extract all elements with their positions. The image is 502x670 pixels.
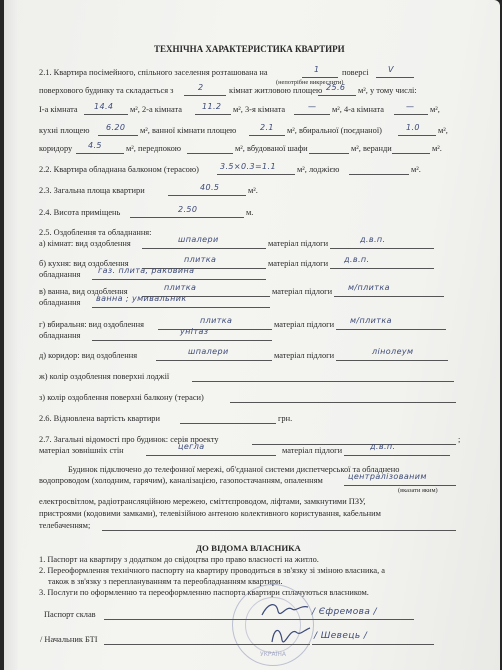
room2-value: 11.2 [202, 102, 222, 111]
conn-line3b: пристроями (кодовими замками), телевізійною антеною колективного користування, кабельним [39, 509, 381, 518]
chief-label: / Начальник БТІ [40, 635, 98, 644]
bath-value: 2.1 [260, 123, 274, 132]
kitchen-finish-value: плитка [184, 255, 217, 264]
composed-label: Паспорт склав [44, 610, 96, 619]
composed-name: / Єфремова / [312, 607, 377, 617]
rule [330, 268, 434, 269]
rule [230, 402, 456, 403]
page-fold-shadow [4, 0, 18, 670]
rule [130, 217, 244, 218]
wc-floor-label: матеріал підлоги [274, 320, 335, 329]
owner-title: ДО ВІДОМА ВЛАСНИКА [196, 543, 301, 553]
s22-label: 2.2. Квартира обладнана балконом (терасою) [39, 165, 199, 174]
kitchen-floor-label: матеріал підлоги [268, 259, 329, 268]
veranda-unit: м². [432, 144, 442, 153]
bathroom-finish-label: в) ванна, вид оздоблення [39, 287, 128, 296]
rule [217, 174, 295, 175]
balcony-color-label: з) колір оздоблення поверхні балкону (тераси) [39, 393, 204, 402]
rule [252, 444, 456, 445]
rule [309, 153, 349, 154]
s21-line1-a: 2.1. Квартира посімейного, спільного заселення розташована на [39, 68, 268, 77]
rule [344, 455, 450, 456]
kitchen-floor-value: д.в.п. [344, 255, 370, 264]
loggia-label: м², лоджією [297, 165, 340, 174]
seal-text: УКРАЇНА [259, 651, 287, 658]
rooms-finish-value: шпалери [178, 235, 219, 244]
rule [158, 329, 272, 330]
s26-unit: грн. [278, 414, 293, 423]
wc-eq-label: обладнання [39, 331, 81, 340]
conn-line1: Будинок підключено до телефонної мережі, об'єднаної системи диспетчерської та обладнено [68, 465, 400, 474]
page-title: ТЕХНІЧНА ХАРАКТЕРИСТИКА КВАРТИРИ [154, 44, 345, 54]
corridor-value: 4.5 [88, 141, 102, 150]
s27-line1: 2.7. Загальні відомості про будинок: серія проекту [39, 435, 219, 444]
rooms-value: 2 [198, 83, 204, 92]
rule [398, 135, 436, 136]
s26-label: 2.6. Відновлена вартість квартири [39, 414, 160, 423]
rule [312, 644, 434, 645]
bathroom-floor-value: м/плитка [348, 283, 390, 292]
chief-name: / Шевець / [314, 631, 368, 641]
rule [168, 195, 246, 196]
s24-label: 2.4. Висота приміщень [39, 208, 121, 217]
wc-label: м², вбиральної (поєднаної) [287, 126, 382, 135]
room2-label: м², 2-а кімната [130, 105, 182, 114]
building-floor-label: матеріал підлоги [282, 446, 343, 455]
rule [302, 77, 338, 78]
floors-total-value: V [388, 65, 394, 74]
rule [330, 248, 434, 249]
wc-finish-label: г) вбиральня: вид оздоблення [39, 320, 144, 329]
bathroom-eq-label: обладнання [39, 298, 81, 307]
rule [344, 485, 456, 486]
corridor-floor-value: лінолеум [372, 347, 414, 356]
rule [376, 77, 414, 78]
height-unit: м. [246, 208, 254, 217]
kitchen-eq-value: газ. плита, раковина [98, 266, 195, 275]
room4-unit: м², [430, 105, 440, 114]
heating-note: (вказати яким) [398, 487, 438, 494]
rule [92, 279, 266, 280]
total-area-unit: м². [248, 186, 258, 195]
room1-value: 14.4 [94, 102, 114, 111]
rule [184, 95, 226, 96]
walls-label: матеріал зовнішніх стін [39, 446, 124, 455]
rule [392, 153, 430, 154]
rooms-finish-label: а) кімнат: вид оздоблення [39, 239, 131, 248]
corridor-label: коридору [39, 144, 73, 153]
s21-line2-c: м², у тому числі: [358, 86, 417, 95]
rule [102, 530, 456, 531]
rooms-floor-value: д.в.п. [360, 235, 386, 244]
rule [92, 340, 272, 341]
room3-value: — [308, 102, 317, 111]
floor-value: 1 [314, 65, 320, 74]
rule [187, 153, 233, 154]
bath-label: м², ванної кімнати площею [140, 126, 237, 135]
wc-value: 1.0 [406, 123, 420, 132]
heating-value: централізованим [348, 472, 427, 481]
rule [294, 114, 330, 115]
rule [84, 114, 128, 115]
room4-label: м², 4-а кімната [332, 105, 384, 114]
room4-value: — [406, 102, 415, 111]
rule [76, 153, 124, 154]
rule [192, 381, 454, 382]
loggia-color-label: ж) колір оздоблення поверхні лоджії [39, 372, 170, 381]
rule [142, 248, 266, 249]
s25-label: 2.5. Оздоблення та обладнання: [39, 228, 152, 237]
owner-item1: 1. Паспорт на квартиру з додатком до свідоцтва про право власності на житло. [39, 555, 319, 564]
owner-item2b: також в зв'язку з переплануванням та переобладнанням квартири. [48, 577, 283, 586]
rule [249, 135, 285, 136]
rule [156, 360, 272, 361]
corridor-floor-label: матеріал підлоги [274, 351, 335, 360]
s21-line2-a: поверхового будинку та складається з [39, 86, 174, 95]
rule [312, 619, 414, 620]
conn-line2: водопроводом (холодним, гарячим), каналізацією, газопостачанням, опаленням [39, 476, 323, 485]
s21-line2-b: кімнат житловою площею [229, 86, 323, 95]
kitchen-value: 6.20 [106, 123, 126, 132]
kitchen-finish-label: б) кухня: вид оздоблення [39, 259, 129, 268]
kitchen-eq-label: обладнання [39, 270, 81, 279]
height-value: 2.50 [178, 205, 198, 214]
veranda-label: м², веранди [351, 144, 392, 153]
s21-line1-b: поверсі [342, 68, 369, 77]
walls-value: цегла [178, 442, 205, 451]
corridor-finish-value: шпалери [188, 347, 229, 356]
closet-label: м², вбудованої шафи [235, 144, 308, 153]
living-area-value: 25.6 [326, 83, 346, 92]
rule [349, 174, 409, 175]
bathroom-finish-value: плитка [164, 283, 197, 292]
rule [180, 423, 276, 424]
conn-line4: телебаченням; [39, 521, 91, 530]
wc-finish-value: плитка [200, 316, 233, 325]
passport-page [4, 0, 500, 670]
room3-label: м², 3-я кімната [233, 105, 286, 114]
rule [394, 114, 428, 115]
wc-eq-value: унітаз [180, 327, 209, 336]
chief-signature [266, 622, 314, 650]
rule [336, 360, 448, 361]
room1-label: І-а кімната [39, 105, 78, 114]
rooms-floor-label: матеріал підлоги [268, 239, 329, 248]
total-area-value: 40.5 [200, 183, 220, 192]
loggia-unit: м². [411, 165, 421, 174]
kitchen-label: кухні площею [39, 126, 90, 135]
rule [98, 135, 138, 136]
hall-label: м², передпокою [126, 144, 182, 153]
s23-label: 2.3. Загальна площа квартири [39, 186, 145, 195]
wc-floor-value: м/плитка [350, 316, 392, 325]
building-floor-value: д.в.п. [370, 442, 396, 451]
rule [334, 296, 444, 297]
owner-item2: 2. Переоформлення технічного паспорту на квартиру проводиться в зв'язку зі зміною власника, а [39, 566, 386, 575]
rule [318, 95, 356, 96]
rule [195, 114, 231, 115]
bathroom-floor-label: матеріал підлоги [272, 287, 333, 296]
rule [92, 307, 270, 308]
corridor-finish-label: д) коридор: вид оздоблення [39, 351, 138, 360]
owner-item3: 3. Послуги по оформленню та переоформленню паспорта квартири сплачуються власником. [39, 588, 369, 597]
wc-unit: м², [438, 126, 448, 135]
balcony-value: 3.5×0.3=1.1 [220, 162, 276, 171]
bathroom-eq-value: ванна ; умивальник [96, 294, 187, 303]
rule [336, 329, 446, 330]
conn-line3: електросвітлом, радіотрансляційною мережею, сміттєпроводом, ліфтами, замкнутими ПЗУ, [39, 497, 366, 506]
rule [146, 455, 276, 456]
s27-semicolon: ; [458, 435, 461, 444]
s21-note: (непотрібне викреслити) [276, 79, 344, 86]
composed-signature [258, 597, 312, 623]
